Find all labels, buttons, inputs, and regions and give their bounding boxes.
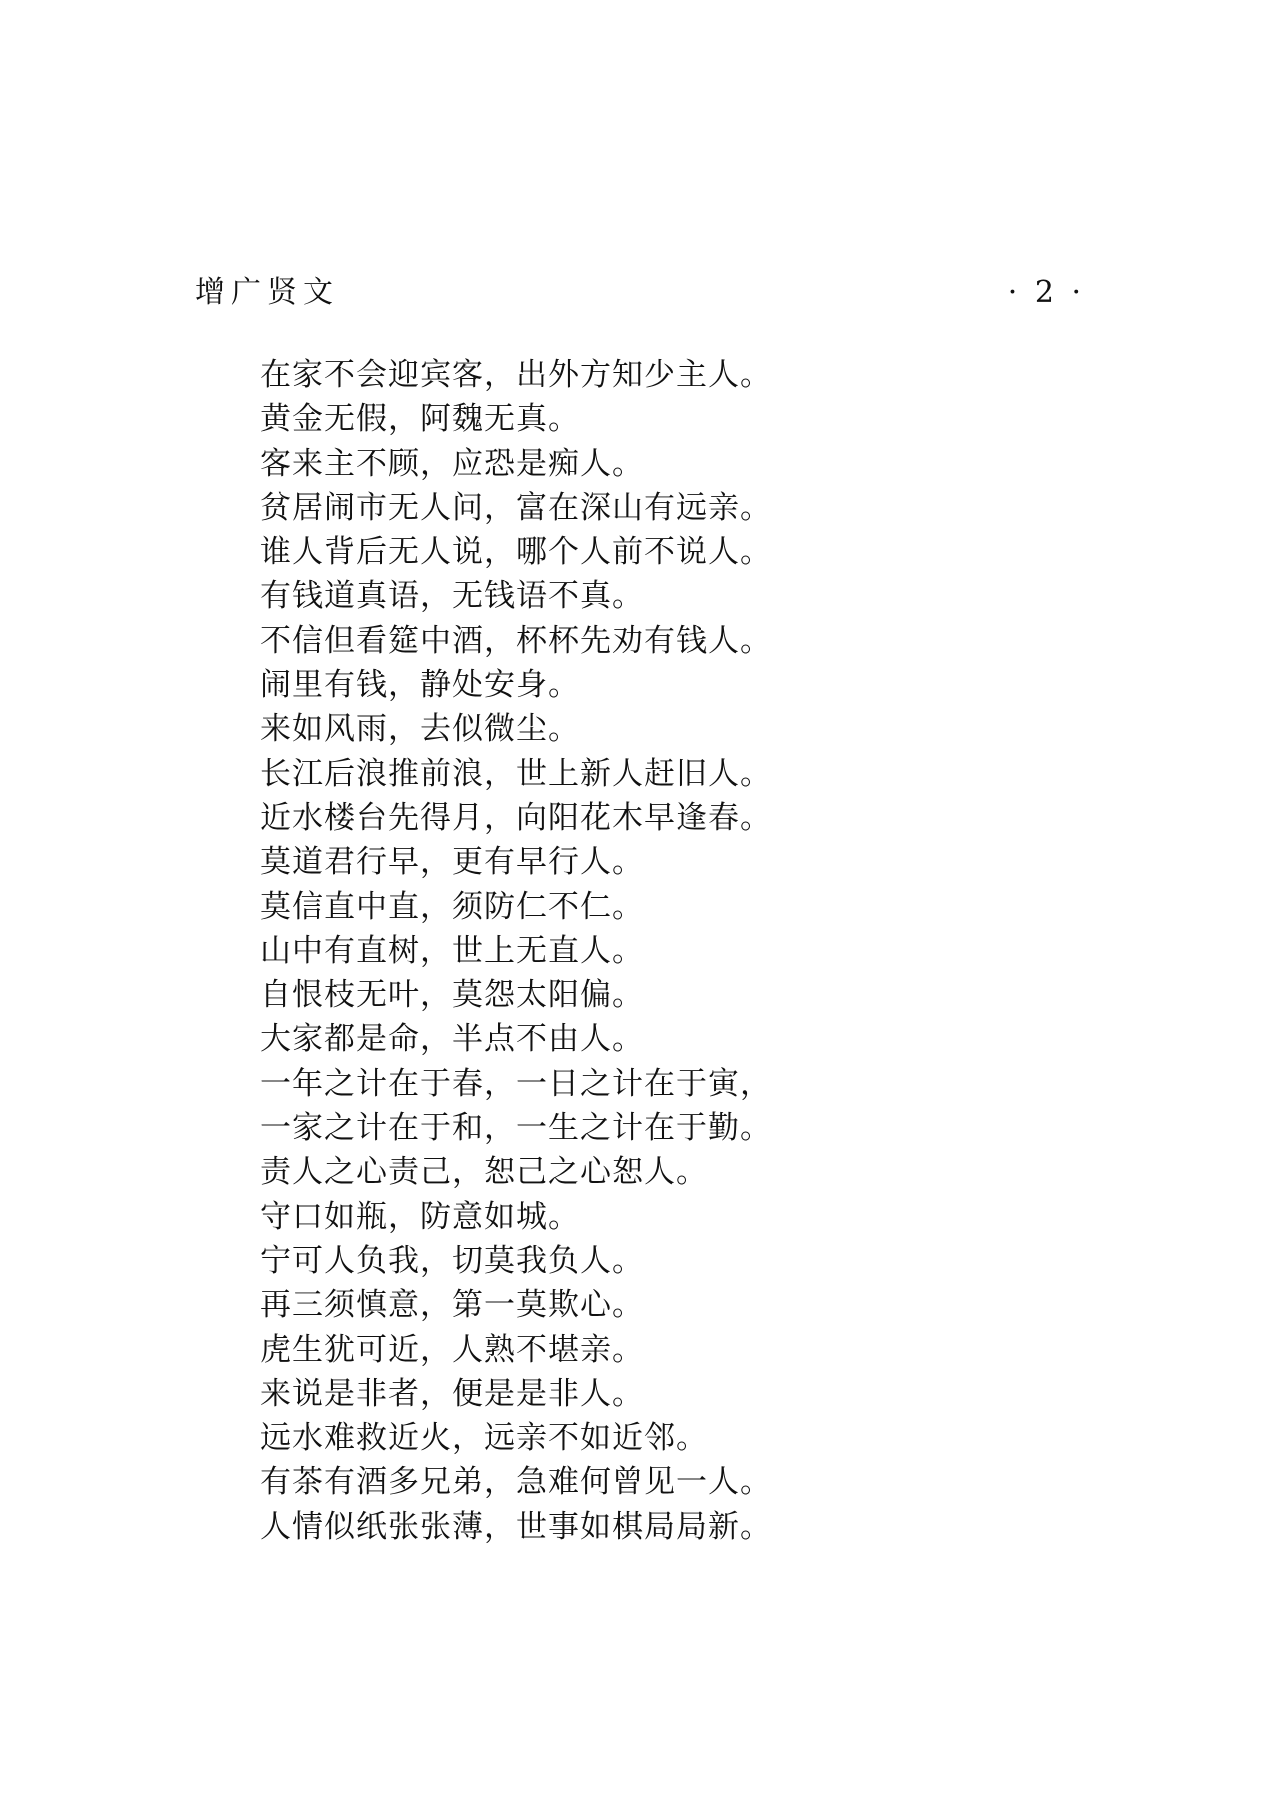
verse-list [260, 353, 1020, 1549]
verse-line: 宁可人负我，切莫我负人。 [260, 1242, 644, 1279]
verse-line: 来如风雨，去似微尘。 [260, 711, 580, 748]
page-header [195, 270, 1085, 316]
verse-line: 人情似纸张张薄，世事如棋局局新。 [260, 1508, 772, 1545]
verse-line: 责人之心责己，恕己之心恕人。 [260, 1154, 708, 1191]
verse-line: 有茶有酒多兄弟，急难何曾见一人。 [260, 1464, 772, 1501]
verse-line: 一年之计在于春，一日之计在于寅， [260, 1065, 772, 1102]
verse-line: 谁人背后无人说，哪个人前不说人。 [260, 534, 772, 571]
verse-line: 来说是非者，便是是非人。 [260, 1375, 644, 1412]
book-title: 增广贤文 [195, 275, 339, 310]
verse-line: 黄金无假，阿魏无真。 [260, 401, 580, 438]
page-number: · 2 · [1007, 275, 1085, 310]
verse-line: 远水难救近火，远亲不如近邻。 [260, 1420, 708, 1457]
verse-line: 近水楼台先得月，向阳花木早逢春。 [260, 799, 772, 836]
verse-line: 贫居闹市无人问，富在深山有远亲。 [260, 489, 772, 526]
verse-line: 长江后浪推前浪，世上新人赶旧人。 [260, 755, 772, 792]
verse-line: 山中有直树，世上无直人。 [260, 932, 644, 969]
verse-line: 莫信直中直，须防仁不仁。 [260, 888, 644, 925]
verse-line: 客来主不顾，应恐是痴人。 [260, 445, 644, 482]
verse-line: 大家都是命，半点不由人。 [260, 1021, 644, 1058]
verse-line: 有钱道真语，无钱语不真。 [260, 578, 644, 615]
verse-line: 一家之计在于和，一生之计在于勤。 [260, 1110, 772, 1147]
verse-line: 虎生犹可近，人熟不堪亲。 [260, 1331, 644, 1368]
verse-line: 闹里有钱，静处安身。 [260, 667, 580, 704]
verse-line: 不信但看筵中酒，杯杯先劝有钱人。 [260, 622, 772, 659]
verse-line: 在家不会迎宾客，出外方知少主人。 [260, 357, 772, 393]
verse-line: 再三须慎意，第一莫欺心。 [260, 1287, 644, 1324]
verse-line: 守口如瓶，防意如城。 [260, 1198, 580, 1235]
verse-line: 自恨枝无叶，莫怨太阳偏。 [260, 977, 644, 1014]
verse-line: 莫道君行早，更有早行人。 [260, 844, 644, 881]
